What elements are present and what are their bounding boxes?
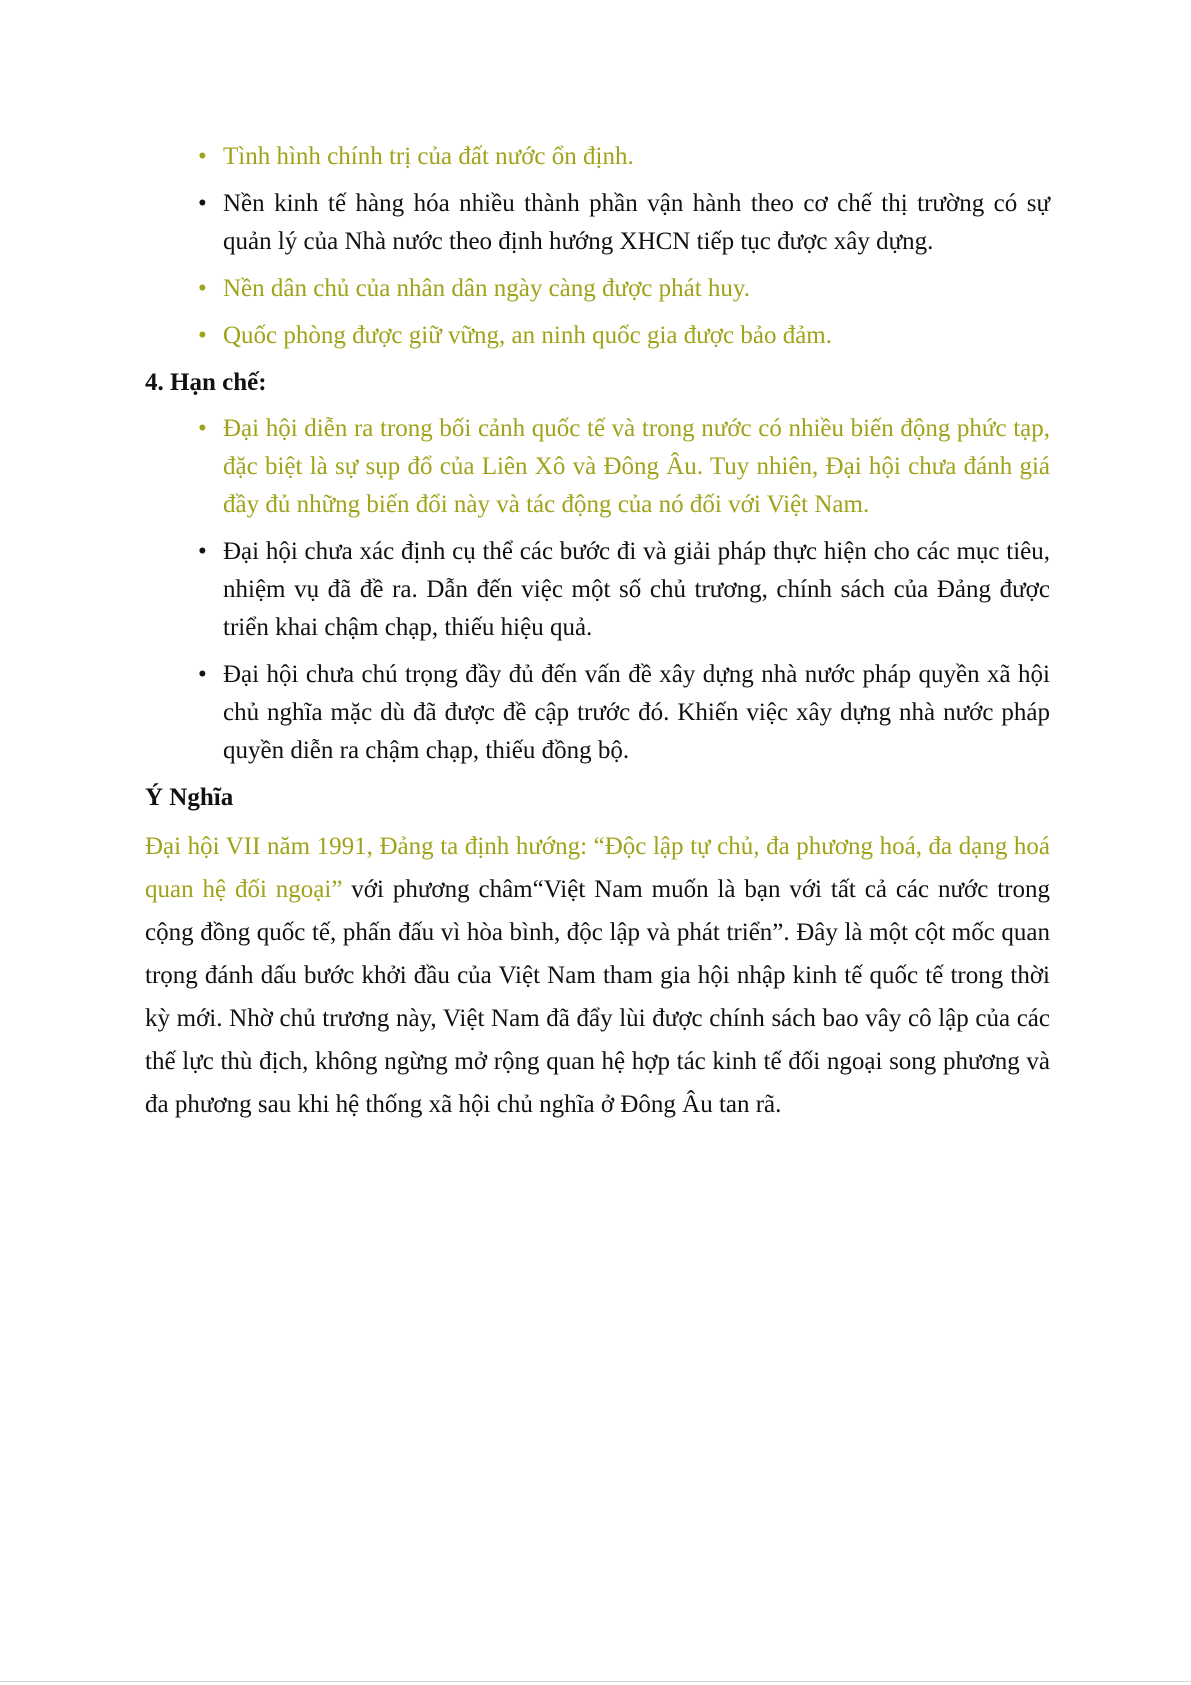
list-item-text: Nền dân chủ của nhân dân ngày càng được phát huy. bbox=[223, 275, 751, 302]
list-item bbox=[145, 317, 1050, 355]
list-item-text: Nền kinh tế hàng hóa nhiều thành phần vận hành theo cơ chế thị trường có sự quản lý của Nhà nước theo định hướng XHCN tiếp tục được xây dựng. bbox=[223, 190, 1050, 255]
significance-body: với phương châm“Việt Nam muốn là bạn với tất cả các nước trong cộng đồng quốc tế, phấn đấu vì hòa bình, độc lập và phát triển”. Đây là một cột mốc quan trọng đánh dấu bước khởi đầu của Việt Nam tham gia hội nhập kinh tế quốc tế trong thời kỳ mới. Nhờ chủ trương này, Việt Nam đã đẩy lùi được chính sách bao vây cô lập của các thế lực thù địch, không ngừng mở rộng quan hệ hợp tác kinh tế đối ngoại song phương và đa phương sau khi hệ thống xã hội chủ nghĩa ở Đông Âu tan rã. bbox=[145, 876, 1050, 1118]
list-item bbox=[145, 656, 1050, 770]
bullet-icon: • bbox=[198, 322, 207, 349]
bullet-icon: • bbox=[198, 538, 207, 565]
bullet-icon: • bbox=[198, 190, 207, 217]
bullet-icon: • bbox=[198, 661, 207, 688]
achievements-list bbox=[145, 138, 1050, 355]
list-item-text: Đại hội chưa chú trọng đầy đủ đến vấn đề xây dựng nhà nước pháp quyền xã hội chủ nghĩa mặc dù đã được đề cập trước đó. Khiến việc xây dựng nhà nước pháp quyền diễn ra chậm chạp, thiếu đồng bộ. bbox=[223, 661, 1050, 764]
limitations-heading: 4. Hạn chế: bbox=[145, 369, 267, 396]
list-item bbox=[145, 138, 1050, 176]
limitations-list bbox=[145, 410, 1050, 770]
page-content bbox=[145, 138, 1050, 1126]
list-item-text: Đại hội diễn ra trong bối cảnh quốc tế và trong nước có nhiều biến động phức tạp, đặc biệt là sự sụp đổ của Liên Xô và Đông Âu. Tuy nhiên, Đại hội chưa đánh giá đầy đủ những biến đổi này và tác động của nó đối với Việt Nam. bbox=[223, 415, 1050, 518]
list-item bbox=[145, 533, 1050, 647]
significance-paragraph bbox=[145, 825, 1050, 1126]
list-item-text: Đại hội chưa xác định cụ thể các bước đi và giải pháp thực hiện cho các mục tiêu, nhiệm vụ đã đề ra. Dẫn đến việc một số chủ trương, chính sách của Đảng được triển khai chậm chạp, thiếu hiệu quả. bbox=[223, 538, 1050, 641]
list-item bbox=[145, 185, 1050, 261]
list-item-text: Quốc phòng được giữ vững, an ninh quốc gia được bảo đảm. bbox=[223, 322, 832, 349]
significance-heading: Ý Nghĩa bbox=[145, 784, 234, 811]
bullet-icon: • bbox=[198, 275, 207, 302]
list-item-text: Tình hình chính trị của đất nước ổn định. bbox=[223, 143, 634, 170]
list-item bbox=[145, 410, 1050, 524]
bullet-icon: • bbox=[198, 143, 207, 170]
bullet-icon: • bbox=[198, 415, 207, 442]
page-bottom-border bbox=[0, 1681, 1191, 1682]
significance-highlighted-lead: Đại hội VII năm 1991, Đảng ta định hướng: “Độc lập tự chủ, đa phương hoá, đa dạng hoá quan hệ đối ngoại” bbox=[145, 833, 1050, 903]
list-item bbox=[145, 270, 1050, 308]
